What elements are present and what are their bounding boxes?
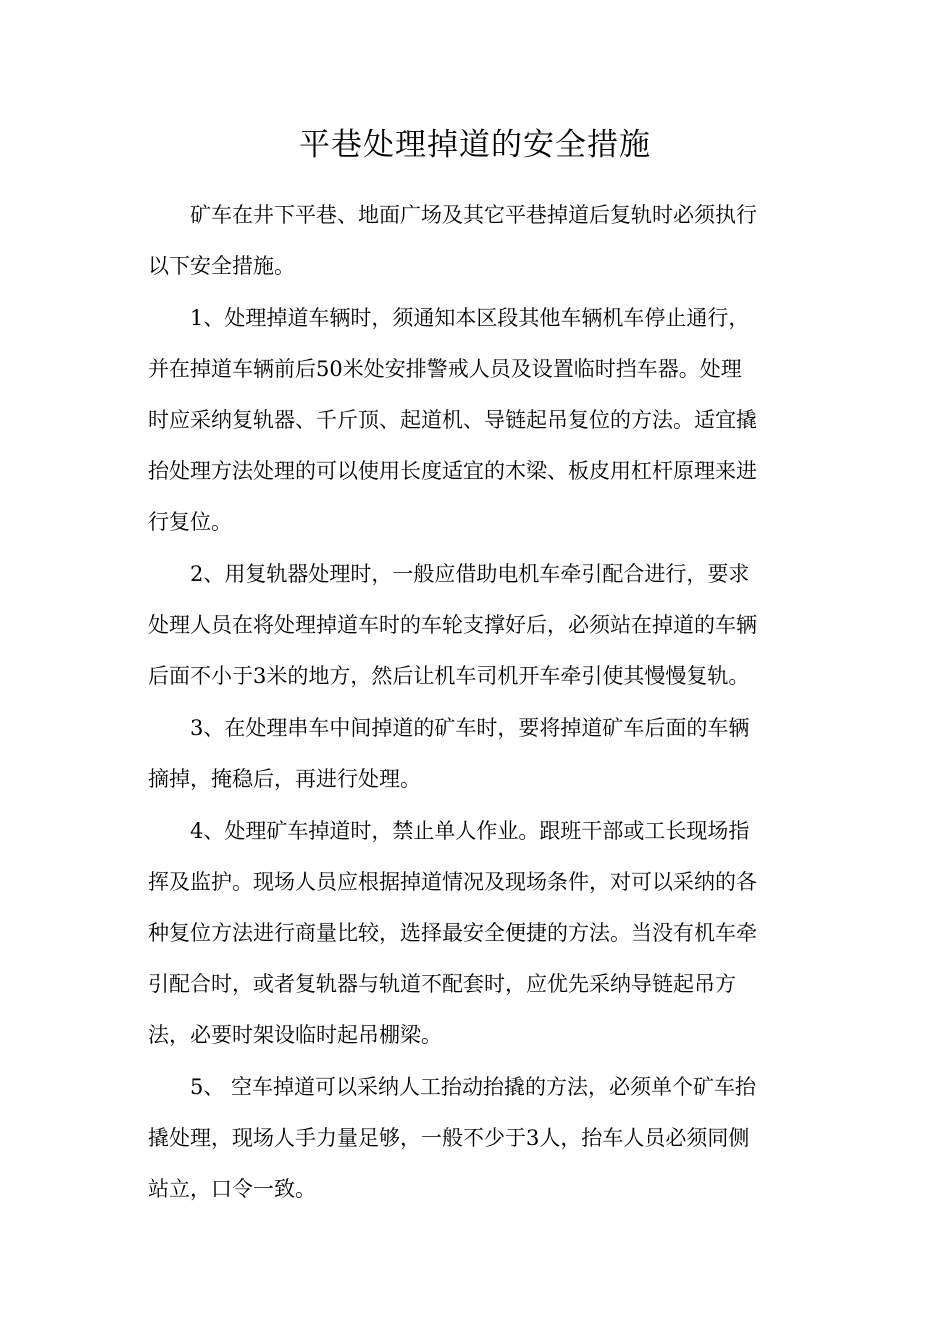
paragraph-item-4: [148, 806, 804, 1061]
paragraph-line: 种复位方法进行商量比较，选择最安全便捷的方法。当没有机车牵: [148, 921, 757, 945]
paragraph-line: 矿车在井下平巷、地面广场及其它平巷掉道后复轨时必须执行: [190, 203, 757, 227]
paragraph-line: 并在掉道车辆前后50米处安排警戒人员及设置临时挡车器。处理: [148, 357, 742, 381]
paragraph-item-3: [148, 703, 804, 805]
paragraph-line: 摘掉，掩稳后，再进行处理。: [148, 767, 421, 791]
document-title: 平巷处理掉道的安全措施: [299, 127, 651, 163]
paragraph-line: 1、处理掉道车辆时，须通知本区段其他车辆机车停止通行，: [190, 306, 750, 330]
paragraph-line: 4、处理矿车掉道时，禁止单人作业。跟班干部或工长现场指: [190, 819, 750, 843]
paragraph-line: 5、 空车掉道可以采纳人工抬动抬撬的方法，必须单个矿车抬: [190, 1075, 757, 1099]
paragraph-line: 站立，口令一致。: [148, 1177, 316, 1201]
paragraph-line: 2、用复轨器处理时，一般应借助电机车牵引配合进行，要求: [190, 562, 750, 586]
paragraph-line: 后面不小于3米的地方，然后让机车司机开车牵引使其慢慢复轨。: [148, 664, 750, 688]
paragraph-item-1: [148, 293, 804, 548]
paragraph-line: 3、在处理串车中间掉道的矿车时，要将掉道矿车后面的车辆: [190, 716, 750, 740]
paragraph-line: 行复位。: [148, 510, 232, 534]
paragraph-item-5: [148, 1062, 804, 1215]
paragraph-line: 挥及监护。现场人员应根据掉道情况及现场条件，对可以采纳的各: [148, 870, 757, 894]
paragraph-line: 法，必要时架设临时起吊棚梁。: [148, 1023, 442, 1047]
paragraph-line: 以下安全措施。: [148, 254, 295, 278]
document-body: [148, 190, 804, 1216]
paragraph-line: 引配合时，或者复轨器与轨道不配套时，应优先采纳导链起吊方: [148, 972, 736, 996]
paragraph-line: 时应采纳复轨器、千斤顶、起道机、导链起吊复位的方法。适宜撬: [148, 408, 757, 432]
paragraph-line: 抬处理方法处理的可以使用长度适宜的木梁、板皮用杠杆原理来进: [148, 459, 757, 483]
paragraph-intro: [148, 190, 804, 292]
paragraph-item-2: [148, 549, 804, 702]
paragraph-line: 撬处理，现场人手力量足够，一般不少于3人，抬车人员必须同侧: [148, 1126, 750, 1150]
paragraph-line: 处理人员在将处理掉道车时的车轮支撑好后，必须站在掉道的车辆: [148, 613, 757, 637]
